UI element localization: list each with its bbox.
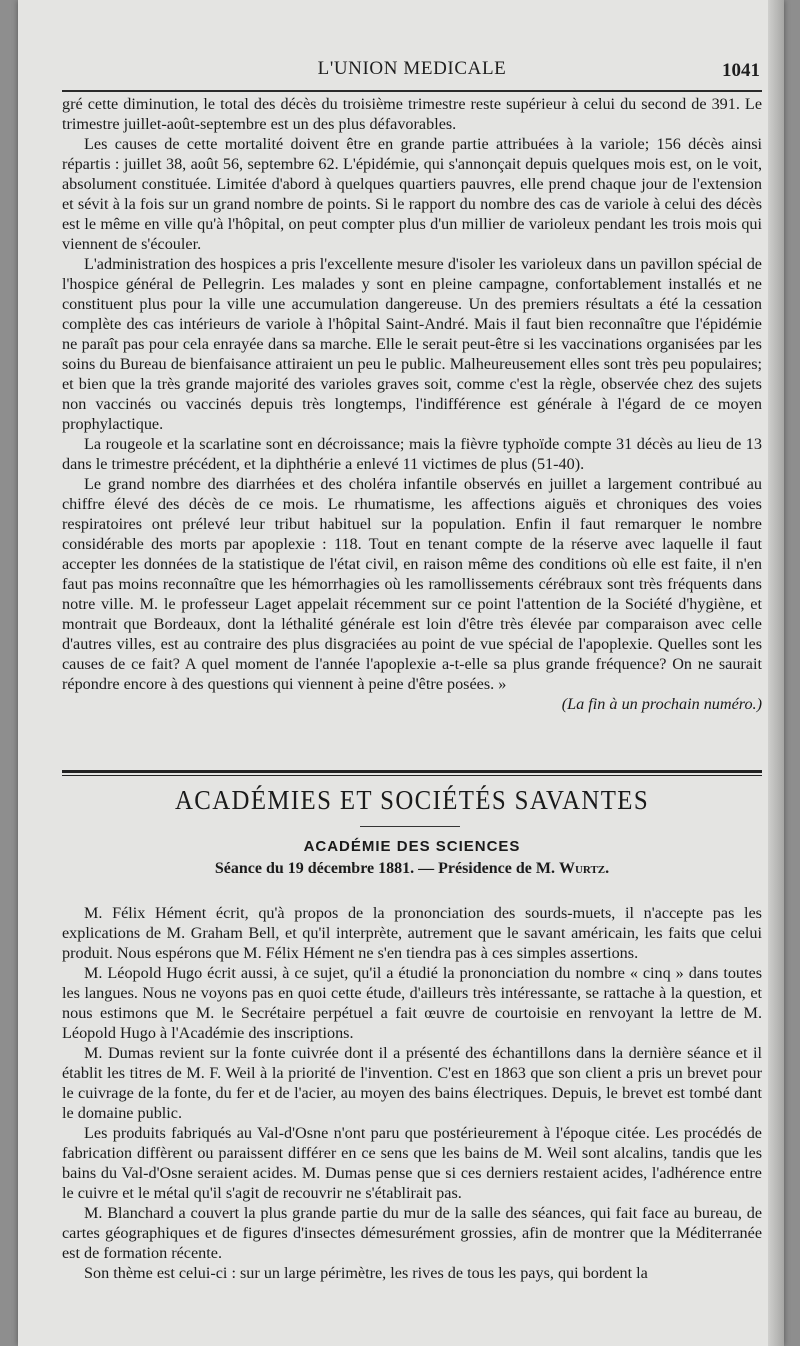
session-line — [62, 860, 762, 878]
paragraph: M. Blanchard a couvert la plus grande partie du mur de la salle des séances, qui fait face au bureau, de cartes géographiques et de figures d'insectes démesurément grossies, afin de montrer que la Méditerranée est de formation récente. — [62, 1204, 762, 1262]
subsection-title: ACADÉMIE DES SCIENCES — [303, 838, 521, 855]
paragraph: Le grand nombre des diarrhées et des choléra infantile observés en juillet a largement contribué au chiffre élevé des décès de ce mois. Le rhumatisme, les affections aiguës et chroniques des voies respiratoires ont prélevé leur tribut habituel sur la population. Enfin il faut remarquer le nombre considérable des morts par apoplexie : 118. Tout en tenant compte de la réserve avec laquelle il faut accepter les données de la statistique de l'état civil, en raison même des conditions où elle est faite, il n'en faut pas moins reconnaître que les hémorrhagies où les ramollissements cérébraux sont très fréquents dans notre ville. M. le professeur Laget appelait récemment sur ce point l'attention de la Société d'hygiène, et montrait que Bordeaux, dont la léthalité générale est loin d'être très élevée par comparaison avec celle d'autres villes, est au contraire des plus disgraciées au point de vue spécial de l'apoplexie. Quelles sont les causes de ce fait? A quel moment de l'année l'apoplexie a-t-elle sa plus grande fréquence? On ne saurait répondre encore à des questions qui viennent à peine d'être posées. » — [62, 475, 762, 693]
paragraph: Les produits fabriqués au Val-d'Osne n'ont paru que postérieurement à l'époque citée. Les procédés de fabrication diffèrent ou paraissent différer en ce sens que les bains de M. Weil sont alcalins, tandis que les bains du Val-d'Osne seraient acides. M. Dumas pense que si ces derniers restaient acides, l'adhérence entre le cuivre et le métal qu'il s'agit de recouvrir ne s'établirait pas. — [62, 1124, 762, 1202]
session-president: Wurtz. — [558, 860, 610, 877]
paragraph: L'administration des hospices a pris l'excellente mesure d'isoler les varioleux dans un pavillon spécial de l'hospice général de Pellegrin. Les malades y sont en pleine campagne, confortablement installés et ne constituent plus pour la ville une accumulation dangereuse. Un des premiers résultats a été la cessation complète des cas intérieurs de variole à l'hôpital Saint-André. Mais il faut bien reconnaître que l'épidémie ne paraît pas pour cela enrayée dans sa marche. Elle le serait peut-être si les vaccinations organisées par les soins du Bureau de bienfaisance attiraient un peu le public. Malheureusement elles sont très peu populaires; et bien que la très grande majorité des varioles graves soit, comme c'est la règle, observée chez des sujets non vaccinés ou vaccinés depuis très longtemps, l'indifférence est générale à l'égard de ce moyen prophylactique. — [62, 255, 762, 433]
paragraph: M. Félix Hément écrit, qu'à propos de la prononciation des sourds-muets, il n'accepte pas les explications de M. Graham Bell, et qu'il interprète, autrement que le savant américain, les faits que celui produit. Nous espérons que M. Félix Hément ne s'en tiendra pas à ces simples assertions. — [62, 904, 762, 962]
paragraph: Les causes de cette mortalité doivent être en grande partie attribuées à la variole; 156 décès ainsi répartis : juillet 38, août 56, septembre 62. L'épidémie, qui s'annonçait depuis quelques mois est, on le voit, absolument constituée. Limitée d'abord à quelques quartiers pauvres, elle prend chaque jour de l'extension et sévit à la fois sur un grand nombre de points. Si le rapport du nombre des cas de variole à celui des décès est le même en ville qu'à l'hôpital, on peut compter plus d'un millier de varioleux pendant les trois mois qui viennent de s'écouler. — [62, 135, 762, 253]
sign-off: (La fin à un prochain numéro.) — [561, 695, 762, 713]
running-title: L'UNION MEDICALE — [317, 58, 507, 79]
paragraph: La rougeole et la scarlatine sont en décroissance; mais la fièvre typhoïde compte 31 décès au lieu de 13 dans le trimestre précédent, et la diphthérie a enlevé 11 victimes de plus (51-40). — [62, 435, 762, 473]
title-underline — [360, 826, 460, 827]
article-continuation — [62, 94, 762, 714]
section-divider-thin — [62, 775, 762, 776]
header-rule — [62, 90, 762, 92]
page-header — [62, 56, 762, 90]
section-title: ACADÉMIES ET SOCIÉTÉS SAVANTES — [174, 785, 650, 815]
paragraph: M. Léopold Hugo écrit aussi, à ce sujet, qu'il a étudié la prononciation du nombre « cinq » dans toutes les langues. Nous ne voyons pas en quoi cette étude, d'ailleurs très intéressante, se rattache à la question, et nous estimons que M. le Secrétaire perpétuel a fait œuvre de courtoisie en renvoyant la lettre de M. Léopold Hugo à l'Académie des inscriptions. — [62, 964, 762, 1042]
page-edge-shadow — [768, 0, 784, 1346]
paragraph: gré cette diminution, le total des décès du troisième trimestre reste supérieur à celui du second de 391. Le trimestre juillet-août-septembre est un des plus défavorables. — [62, 95, 762, 133]
page-number: 1041 — [722, 60, 760, 81]
session-prefix: Séance du 19 décembre 1881. — Présidence de M. — [214, 860, 559, 877]
section-divider-thick — [62, 770, 762, 773]
academy-proceedings — [62, 903, 762, 1283]
paragraph: Son thème est celui-ci : sur un large périmètre, les rives de tous les pays, qui bordent la — [84, 1264, 648, 1282]
paragraph: M. Dumas revient sur la fonte cuivrée dont il a présenté des échantillons dans la dernière séance et il établit les titres de M. F. Weil à la priorité de l'invention. C'est en 1863 que son client a pris un brevet pour le cuivrage de la fonte, du fer et de l'acier, au moyen des bains électriques. Depuis, le brevet est tombé dant le domaine public. — [62, 1044, 762, 1122]
